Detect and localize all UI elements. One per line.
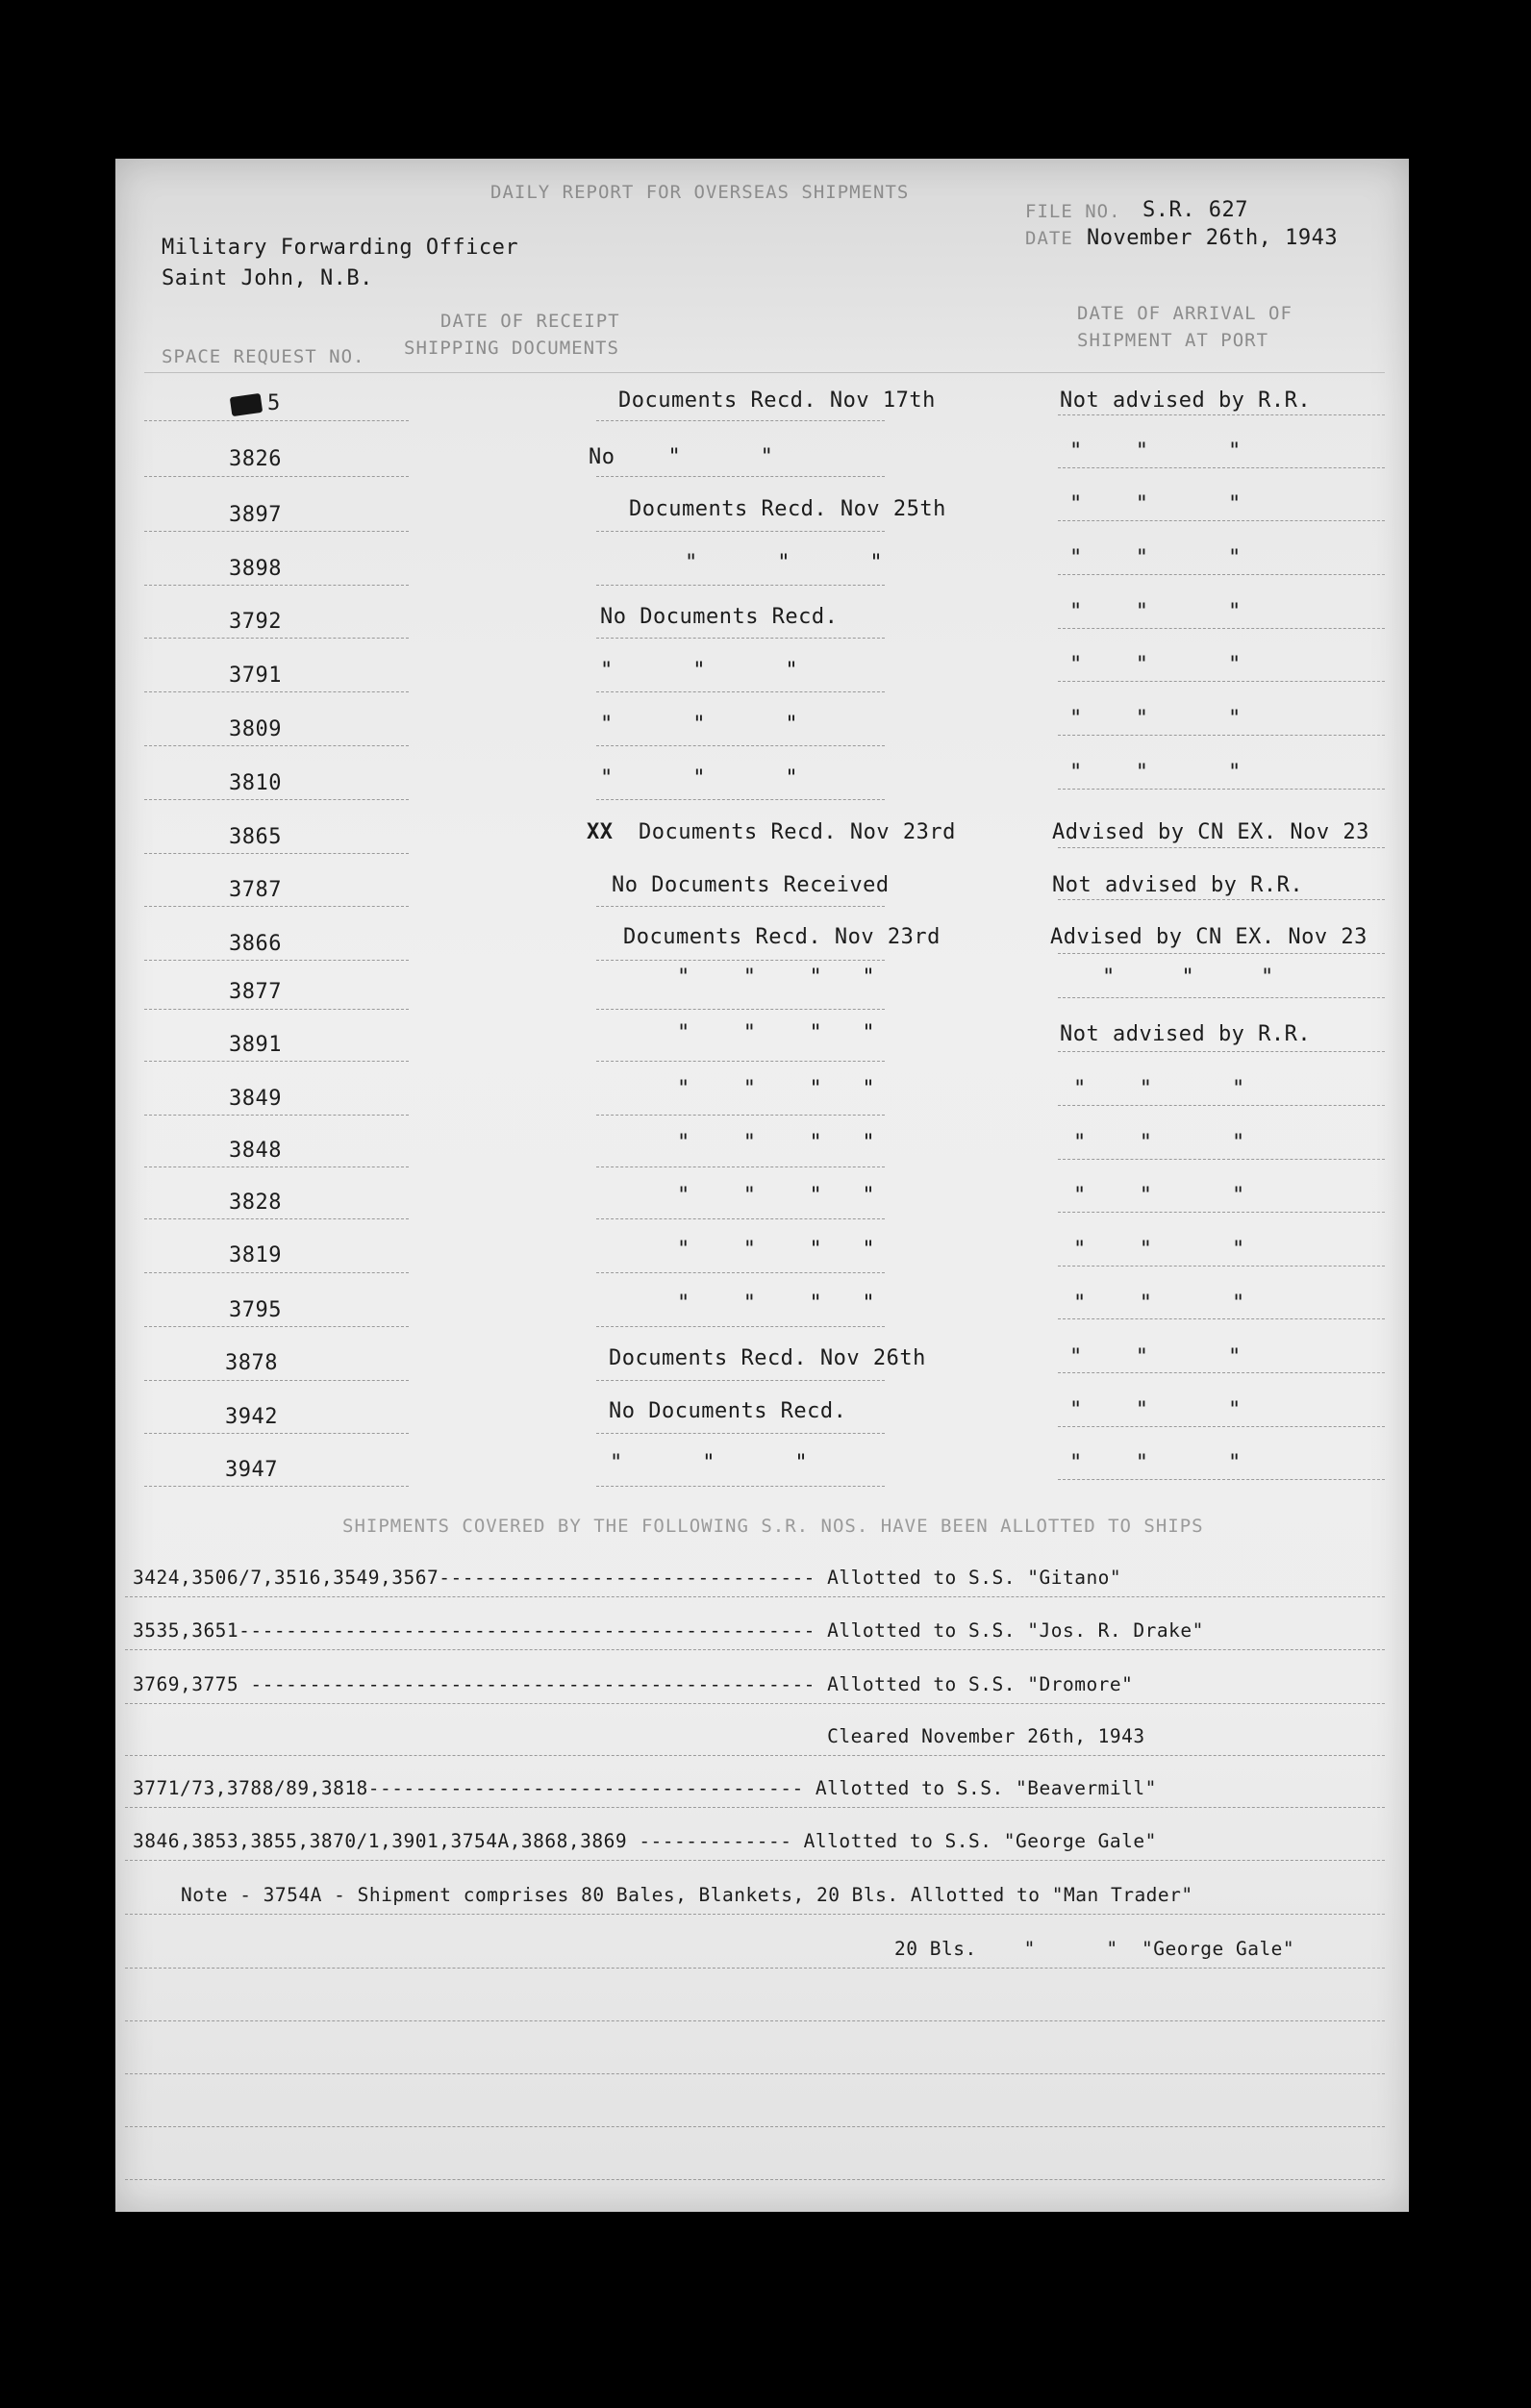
line-rule (125, 2073, 1385, 2074)
row-20-docs: No Documents Recd. (609, 1399, 847, 1423)
row-rule (596, 960, 885, 961)
row-rule (596, 1166, 885, 1167)
row-18-arrival: " " " (1073, 1292, 1245, 1316)
row-rule (596, 585, 885, 586)
col-arrival-1: DATE OF ARRIVAL OF (1077, 303, 1293, 324)
row-2-no: 3826 (229, 447, 282, 471)
row-rule (596, 420, 885, 421)
row-5-arrival: " " " (1069, 600, 1242, 624)
row-17-docs: " " " " (677, 1238, 876, 1262)
row-10-arrival: Not advised by R.R. (1052, 873, 1304, 897)
row-16-arrival: " " " (1073, 1184, 1245, 1208)
row-rule (596, 799, 885, 800)
row-7-docs: " " " (600, 713, 799, 737)
row-rule (596, 1326, 885, 1327)
row-rule (1058, 1318, 1385, 1319)
ink-blot (230, 393, 263, 416)
row-4-arrival: " " " (1069, 546, 1242, 570)
row-rule (144, 1009, 409, 1010)
date-label: DATE (1025, 228, 1073, 249)
col-receipt-2: SHIPPING DOCUMENTS (404, 338, 619, 359)
row-13-docs: " " " " (677, 1021, 876, 1045)
line-rule (125, 1807, 1385, 1808)
row-rule (596, 1380, 885, 1381)
row-20-arrival: " " " (1069, 1398, 1242, 1422)
row-10-docs: No Documents Received (612, 873, 890, 897)
line-rule (125, 1914, 1385, 1915)
row-17-no: 3819 (229, 1243, 282, 1267)
row-19-no: 3878 (225, 1351, 278, 1375)
form-title: DAILY REPORT FOR OVERSEAS SHIPMENTS (490, 182, 910, 203)
row-rule (1058, 1212, 1385, 1213)
row-rule (1058, 414, 1385, 415)
from-line-1: Military Forwarding Officer (162, 236, 519, 260)
row-6-no: 3791 (229, 664, 282, 688)
row-19-arrival: " " " (1069, 1345, 1242, 1369)
header-rule (144, 372, 1385, 373)
row-14-arrival: " " " (1073, 1077, 1245, 1101)
file-no-label: FILE NO. (1025, 201, 1121, 222)
row-15-no: 3848 (229, 1139, 282, 1163)
row-4-docs: " " " (685, 551, 884, 575)
row-rule (1058, 899, 1385, 900)
row-5-docs: No Documents Recd. (600, 605, 839, 629)
row-6-arrival: " " " (1069, 653, 1242, 677)
row-rule (596, 1115, 885, 1116)
row-14-docs: " " " " (677, 1077, 876, 1101)
row-rule (1058, 520, 1385, 521)
row-rule (1058, 1051, 1385, 1052)
row-rule (144, 1486, 409, 1487)
line-rule (125, 2020, 1385, 2021)
row-rule (596, 531, 885, 532)
row-rule (144, 1380, 409, 1381)
row-1-docs: Documents Recd. Nov 17th (618, 389, 936, 413)
row-4-no: 3898 (229, 557, 282, 581)
row-rule (144, 960, 409, 961)
report-date: November 26th, 1943 (1087, 226, 1339, 250)
row-rule (596, 745, 885, 746)
row-11-no: 3866 (229, 932, 282, 956)
row-rule (596, 1486, 885, 1487)
col-receipt-1: DATE OF RECEIPT (440, 311, 620, 332)
row-3-no: 3897 (229, 503, 282, 527)
row-rule (596, 638, 885, 639)
row-9-strike-mark: XX (587, 820, 614, 844)
row-1-no: 5 (267, 391, 281, 415)
line-rule (125, 1703, 1385, 1704)
row-8-no: 3810 (229, 771, 282, 795)
allotment-line-2: 3535,3651------------------------------------------------- Allotted to S.S. "Jos. R. Drake" (133, 1619, 1204, 1642)
note-line-2: 20 Bls. " " "George Gale" (894, 1938, 1295, 1960)
row-15-arrival: " " " (1073, 1131, 1245, 1155)
row-rule (1058, 847, 1385, 848)
row-rule (1058, 681, 1385, 682)
line-rule (125, 1649, 1385, 1650)
row-rule (596, 476, 885, 477)
cleared-heading: SHIPMENTS COVERED BY THE FOLLOWING S.R. NOS. HAVE BEEN ALLOTTED TO SHIPS (342, 1516, 1204, 1537)
row-rule (1058, 789, 1385, 790)
col-space-request: SPACE REQUEST NO. (162, 346, 365, 367)
allotment-line-4: Cleared November 26th, 1943 (133, 1725, 1145, 1747)
allotment-line-3: 3769,3775 ------------------------------------------------ Allotted to S.S. "Dromore" (133, 1673, 1134, 1695)
row-10-no: 3787 (229, 878, 282, 902)
row-8-arrival: " " " (1069, 761, 1242, 785)
row-rule (1058, 574, 1385, 575)
row-11-arrival: Advised by CN EX. Nov 23 (1050, 925, 1368, 949)
row-rule (144, 1166, 409, 1167)
row-rule (144, 585, 409, 586)
row-rule (144, 1326, 409, 1327)
row-16-no: 3828 (229, 1191, 282, 1215)
row-rule (1058, 735, 1385, 736)
row-14-no: 3849 (229, 1087, 282, 1111)
row-rule (144, 691, 409, 692)
row-rule (1058, 628, 1385, 629)
row-rule (144, 745, 409, 746)
from-line-2: Saint John, N.B. (162, 266, 373, 290)
row-1-arrival: Not advised by R.R. (1060, 389, 1312, 413)
allotment-line-6: 3846,3853,3855,3870/1,3901,3754A,3868,3869 ------------- Allotted to S.S. "George Gale" (133, 1830, 1157, 1852)
row-rule (596, 1433, 885, 1434)
row-rule (144, 1115, 409, 1116)
row-rule (1058, 1266, 1385, 1267)
allotment-line-1: 3424,3506/7,3516,3549,3567-------------------------------- Allotted to S.S. "Gitano" (133, 1567, 1122, 1589)
row-9-docs: Documents Recd. Nov 23rd (639, 820, 956, 844)
row-21-no: 3947 (225, 1458, 278, 1482)
row-rule (1058, 1105, 1385, 1106)
row-13-arrival: Not advised by R.R. (1060, 1022, 1312, 1046)
row-rule (144, 476, 409, 477)
row-rule (1058, 1479, 1385, 1480)
row-rule (596, 1061, 885, 1062)
row-rule (144, 853, 409, 854)
row-13-no: 3891 (229, 1033, 282, 1057)
row-rule (144, 906, 409, 907)
col-arrival-2: SHIPMENT AT PORT (1077, 330, 1269, 351)
allotment-line-5: 3771/73,3788/89,3818------------------------------------- Allotted to S.S. "Beavermill" (133, 1777, 1157, 1799)
line-rule (125, 1860, 1385, 1861)
row-rule (1058, 1426, 1385, 1427)
note-line-1: Note - 3754A - Shipment comprises 80 Bales, Blankets, 20 Bls. Allotted to "Man Trader" (181, 1884, 1193, 1906)
row-12-no: 3877 (229, 980, 282, 1004)
row-2-arrival: " " " (1069, 439, 1242, 464)
row-20-no: 3942 (225, 1405, 278, 1429)
row-rule (144, 1433, 409, 1434)
row-11-docs: Documents Recd. Nov 23rd (623, 925, 941, 949)
line-rule (125, 1755, 1385, 1756)
row-rule (596, 1272, 885, 1273)
row-21-docs: " " " (610, 1451, 809, 1475)
row-rule (1058, 997, 1385, 998)
row-9-no: 3865 (229, 825, 282, 849)
row-8-docs: " " " (600, 766, 799, 790)
row-7-arrival: " " " (1069, 707, 1242, 731)
row-rule (144, 1061, 409, 1062)
row-rule (144, 799, 409, 800)
row-rule (144, 531, 409, 532)
row-5-no: 3792 (229, 610, 282, 634)
row-9-arrival: Advised by CN EX. Nov 23 (1052, 820, 1369, 844)
row-rule (144, 638, 409, 639)
row-16-docs: " " " " (677, 1184, 876, 1208)
row-rule (144, 1218, 409, 1219)
line-rule (125, 1596, 1385, 1597)
row-rule (144, 420, 409, 421)
row-rule (596, 906, 885, 907)
line-rule (125, 1968, 1385, 1969)
row-15-docs: " " " " (677, 1131, 876, 1155)
row-rule (1058, 1372, 1385, 1373)
row-rule (1058, 953, 1385, 954)
row-18-docs: " " " " (677, 1292, 876, 1316)
row-3-docs: Documents Recd. Nov 25th (629, 497, 946, 521)
row-12-arrival: " " " (1102, 966, 1274, 990)
row-7-no: 3809 (229, 717, 282, 741)
row-2-docs: No " " (589, 445, 774, 469)
row-17-arrival: " " " (1073, 1238, 1245, 1262)
row-rule (1058, 467, 1385, 468)
row-rule (596, 1009, 885, 1010)
row-6-docs: " " " (600, 659, 799, 683)
line-rule (125, 2126, 1385, 2127)
row-19-docs: Documents Recd. Nov 26th (609, 1346, 926, 1370)
row-rule (596, 691, 885, 692)
row-12-docs: " " " " (677, 966, 876, 990)
row-18-no: 3795 (229, 1298, 282, 1322)
row-rule (144, 1272, 409, 1273)
document-page (115, 159, 1409, 2212)
row-rule (1058, 1159, 1385, 1160)
row-3-arrival: " " " (1069, 492, 1242, 516)
row-21-arrival: " " " (1069, 1451, 1242, 1475)
file-no: S.R. 627 (1142, 198, 1248, 222)
row-rule (596, 1218, 885, 1219)
line-rule (125, 2179, 1385, 2180)
